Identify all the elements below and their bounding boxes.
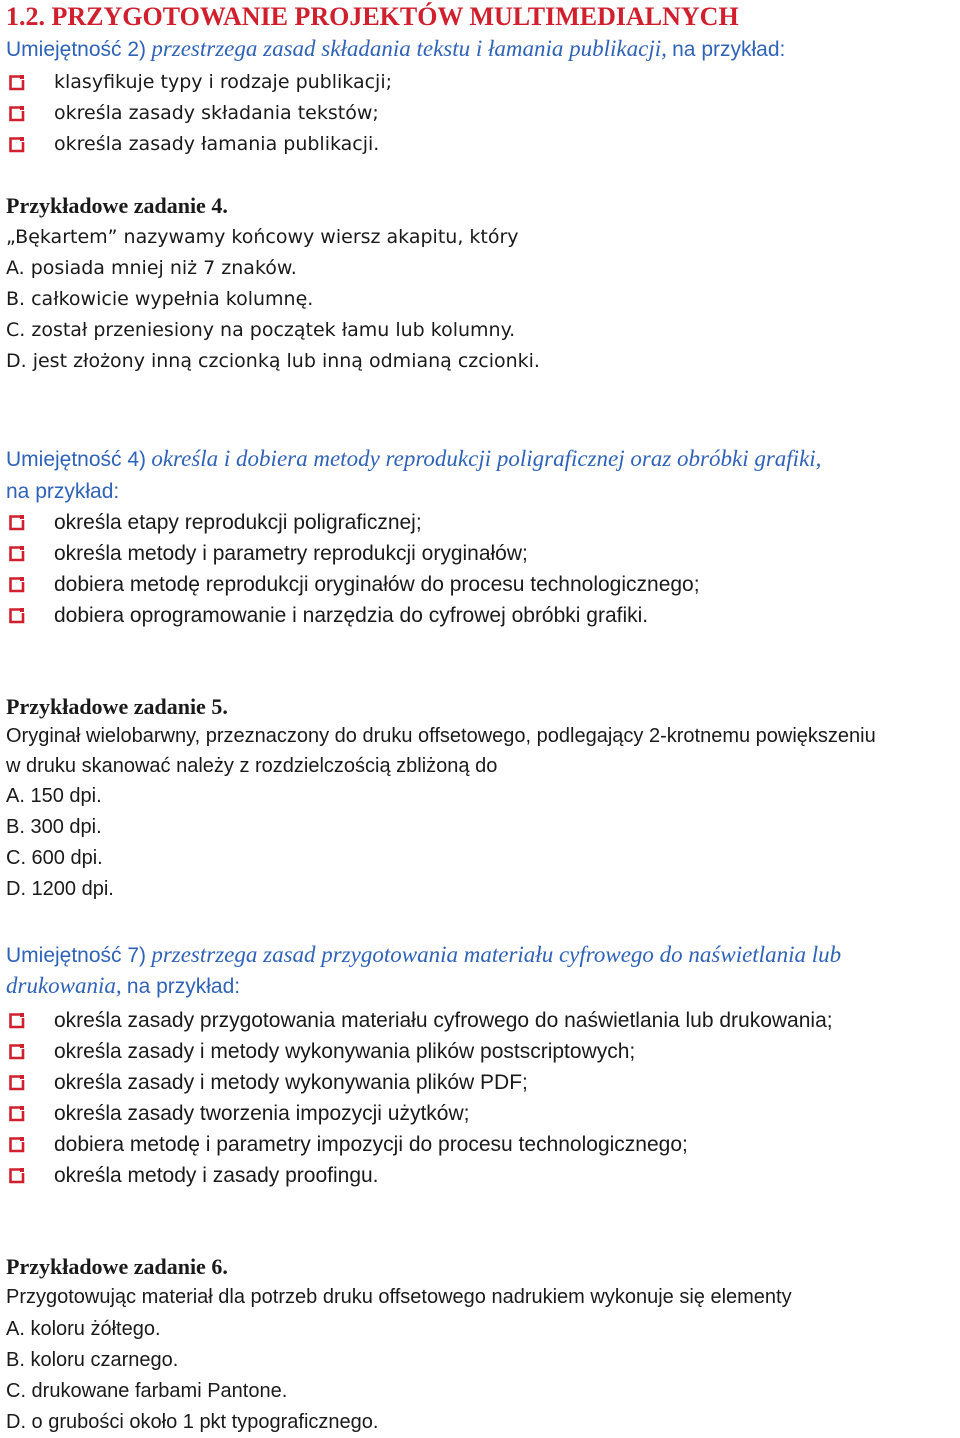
square-outline-bullet-icon	[8, 545, 25, 562]
skill-7-prefix: Umiejętność 7)	[6, 944, 147, 967]
task-4-question: „Bękartem” nazywamy końcowy wiersz akapitu, który	[6, 226, 519, 248]
list-item-text: określa zasady łamania publikacji.	[54, 133, 380, 155]
skill-4-suffix: na przykład:	[6, 480, 120, 503]
task-4-title: Przykładowe zadanie 4.	[6, 193, 228, 218]
task-4-answer-a: A. posiada mniej niż 7 znaków.	[6, 257, 297, 279]
square-outline-bullet-icon	[8, 1105, 25, 1122]
square-outline-bullet-icon	[8, 74, 25, 91]
task-5-answer-c: C. 600 dpi.	[6, 847, 103, 869]
square-outline-bullet-icon	[8, 514, 25, 531]
list-item-text: określa metody i parametry reprodukcji oryginałów;	[54, 542, 528, 565]
list-item-text: dobiera metodę i parametry impozycji do procesu technologicznego;	[54, 1133, 688, 1156]
task-5-answer-d: D. 1200 dpi.	[6, 878, 114, 900]
task-6-question: Przygotowując materiał dla potrzeb druku offsetowego nadrukiem wykonuje się elementy	[6, 1286, 792, 1308]
square-outline-bullet-icon	[8, 105, 25, 122]
task-6-answer-a: A. koloru żółtego.	[6, 1318, 161, 1340]
task-5-answer-b: B. 300 dpi.	[6, 816, 102, 838]
square-outline-bullet-icon	[8, 1043, 25, 1060]
task-5-title: Przykładowe zadanie 5.	[6, 694, 228, 719]
square-outline-bullet-icon	[8, 1167, 25, 1184]
task-5-question-line-1: Oryginał wielobarwny, przeznaczony do druku offsetowego, podlegający 2-krotnemu powiększeniu	[6, 725, 876, 747]
task-6-answer-c: C. drukowane farbami Pantone.	[6, 1380, 288, 1402]
task-6-answer-b: B. koloru czarnego.	[6, 1349, 179, 1371]
task-5-question-line-2: w druku skanować należy z rozdzielczością zbliżoną do	[6, 755, 498, 777]
square-outline-bullet-icon	[8, 1012, 25, 1029]
task-6-answer-d: D. o grubości około 1 pkt typograficznego.	[6, 1411, 379, 1433]
task-4-answer-c: C. został przeniesiony na początek łamu lub kolumny.	[6, 319, 516, 341]
list-item-text: klasyfikuje typy i rodzaje publikacji;	[54, 71, 393, 93]
list-item-text: określa metody i zasady proofingu.	[54, 1164, 379, 1187]
skill-2-prefix: Umiejętność 2)	[6, 38, 147, 61]
list-item-text: określa zasady tworzenia impozycji użytków;	[54, 1102, 470, 1125]
task-6-title: Przykładowe zadanie 6.	[6, 1254, 228, 1279]
square-outline-bullet-icon	[8, 607, 25, 624]
square-outline-bullet-icon	[8, 1136, 25, 1153]
list-item-text: dobiera metodę reprodukcji oryginałów do procesu technologicznego;	[54, 573, 700, 596]
list-item-text: określa zasady i metody wykonywania plików postscriptowych;	[54, 1040, 636, 1063]
task-5-answer-a: A. 150 dpi.	[6, 785, 102, 807]
skill-4-prefix: Umiejętność 4)	[6, 448, 147, 471]
skill-2-description: przestrzega zasad składania tekstu i łamania publikacji,	[151, 36, 667, 61]
list-item-text: dobiera oprogramowanie i narzędzia do cyfrowej obróbki grafiki.	[54, 604, 649, 627]
skill-2-suffix: na przykład:	[672, 38, 786, 61]
list-item-text: określa zasady składania tekstów;	[54, 102, 379, 124]
list-item-text: określa zasady i metody wykonywania plików PDF;	[54, 1071, 528, 1094]
square-outline-bullet-icon	[8, 1074, 25, 1091]
list-item-text: określa zasady przygotowania materiału cyfrowego do naświetlania lub drukowania;	[54, 1009, 833, 1032]
skill-7-suffix: na przykład:	[126, 975, 241, 998]
list-item-text: określa etapy reprodukcji poligraficznej;	[54, 511, 422, 534]
section-heading: 1.2. PRZYGOTOWANIE PROJEKTÓW MULTIMEDIALNYCH	[6, 2, 739, 31]
skill-4-suffix-line	[6, 476, 119, 507]
skill-2-intro	[6, 34, 785, 65]
task-4-answer-b: B. całkowicie wypełnia kolumnę.	[6, 288, 314, 310]
square-outline-bullet-icon	[8, 136, 25, 153]
skill-4-description: określa i dobiera metody reprodukcji poligraficznej oraz obróbki grafiki,	[151, 446, 822, 471]
square-outline-bullet-icon	[8, 576, 25, 593]
task-4-answer-d: D. jest złożony inną czcionką lub inną odmianą czcionki.	[6, 350, 540, 372]
skill-7-intro-line-2	[6, 971, 240, 1002]
skill-4-intro	[6, 444, 821, 475]
skill-7-description-line-2: drukowania,	[6, 973, 122, 998]
skill-7-description-line-1: przestrzega zasad przygotowania materiału cyfrowego do naświetlania lub	[151, 942, 842, 967]
skill-7-intro	[6, 940, 841, 971]
